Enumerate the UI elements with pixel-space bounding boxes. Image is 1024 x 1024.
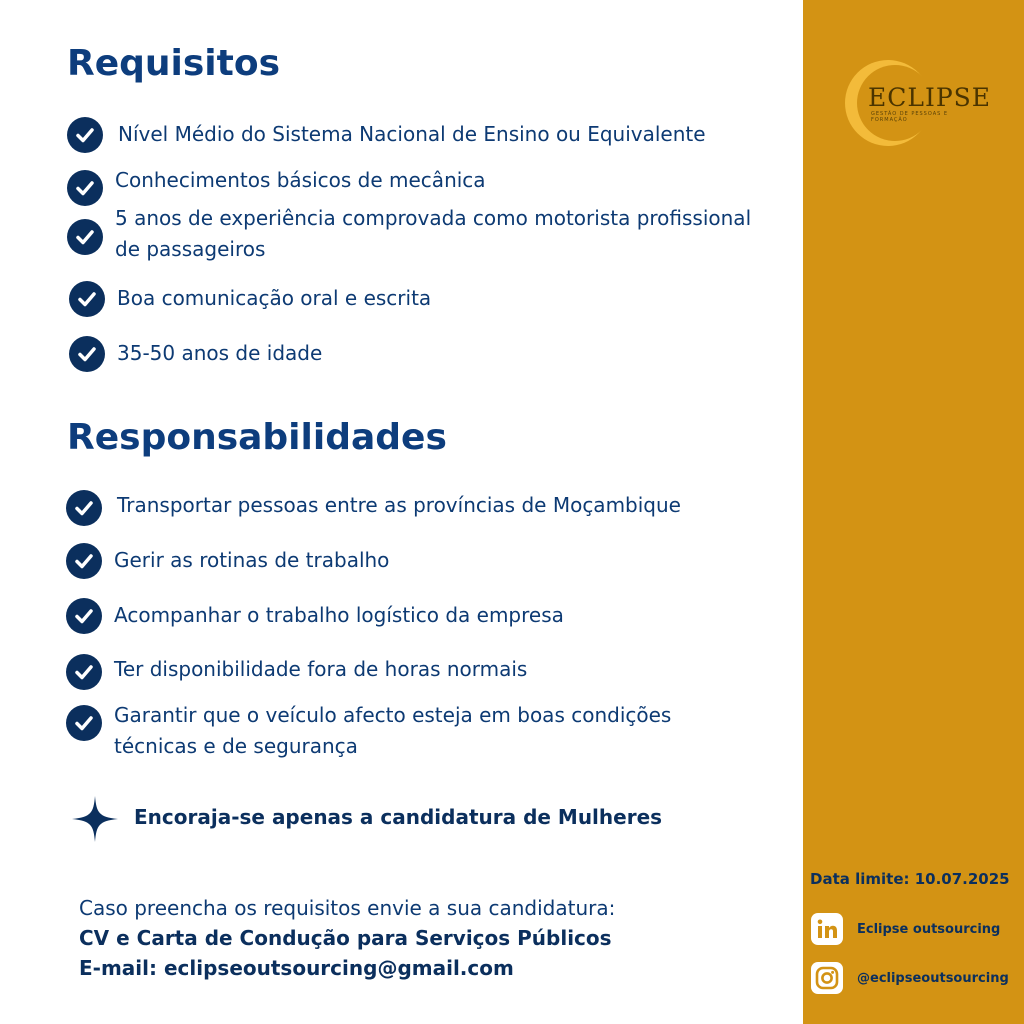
list-item: [67, 168, 486, 206]
check-icon: [66, 543, 102, 579]
requirement-text: 5 anos de experiência comprovada como motorista profissional de passageiros: [115, 206, 752, 261]
application-info: [79, 893, 779, 983]
encouragement-note: Encoraja-se apenas a candidatura de Mulheres: [134, 805, 663, 829]
check-icon: [69, 281, 105, 317]
list-item: [66, 654, 528, 690]
responsibility-text: Garantir que o veículo afecto esteja em boas condições técnicas e de segurança: [114, 703, 672, 758]
list-item: [67, 206, 752, 261]
list-item: [67, 117, 706, 153]
responsibility-text: Ter disponibilidade fora de horas normais: [114, 657, 528, 681]
linkedin-icon: [811, 913, 843, 945]
application-intro: Caso preencha os requisitos envie a sua candidatura:: [79, 896, 616, 920]
list-item: [66, 598, 564, 634]
responsibility-text: Acompanhar o trabalho logístico da empresa: [114, 603, 564, 627]
responsibility-text: Transportar pessoas entre as províncias de Moçambique: [117, 493, 681, 517]
linkedin-link[interactable]: [811, 913, 1000, 945]
responsibilities-title: Responsabilidades: [67, 417, 447, 458]
linkedin-label: Eclipse outsourcing: [857, 921, 1001, 937]
list-item: [66, 703, 672, 758]
check-icon: [67, 117, 103, 153]
application-email[interactable]: E-mail: eclipseoutsourcing@gmail.com: [79, 956, 514, 980]
instagram-link[interactable]: [811, 962, 1009, 994]
check-icon: [66, 705, 102, 741]
list-item: [66, 543, 390, 579]
check-icon: [66, 598, 102, 634]
brand-name: ECLIPSE: [868, 83, 992, 112]
responsibility-text: Gerir as rotinas de trabalho: [114, 548, 390, 572]
requirement-text: 35-50 anos de idade: [117, 341, 323, 365]
requirement-text: Nível Médio do Sistema Nacional de Ensino ou Equivalente: [118, 122, 706, 146]
instagram-label: @eclipseoutsourcing: [857, 970, 1009, 986]
list-item: [66, 490, 681, 526]
list-item: [69, 281, 432, 317]
requirements-title: Requisitos: [67, 43, 281, 84]
check-icon: [67, 219, 103, 255]
check-icon: [66, 654, 102, 690]
check-icon: [66, 490, 102, 526]
application-documents: CV e Carta de Condução para Serviços Públicos: [79, 926, 612, 950]
instagram-icon: [811, 962, 843, 994]
deadline-text: Data limite: 10.07.2025: [810, 870, 1010, 888]
check-icon: [69, 336, 105, 372]
check-icon: [67, 170, 103, 206]
requirement-text: Conhecimentos básicos de mecânica: [115, 168, 486, 192]
sparkle-icon: [72, 796, 118, 842]
brand-tagline: GESTÃO DE PESSOAS E FORMAÇÃO: [871, 111, 949, 123]
requirement-text: Boa comunicação oral e escrita: [117, 286, 432, 310]
list-item: [69, 336, 323, 372]
eclipse-logo: [843, 58, 993, 148]
